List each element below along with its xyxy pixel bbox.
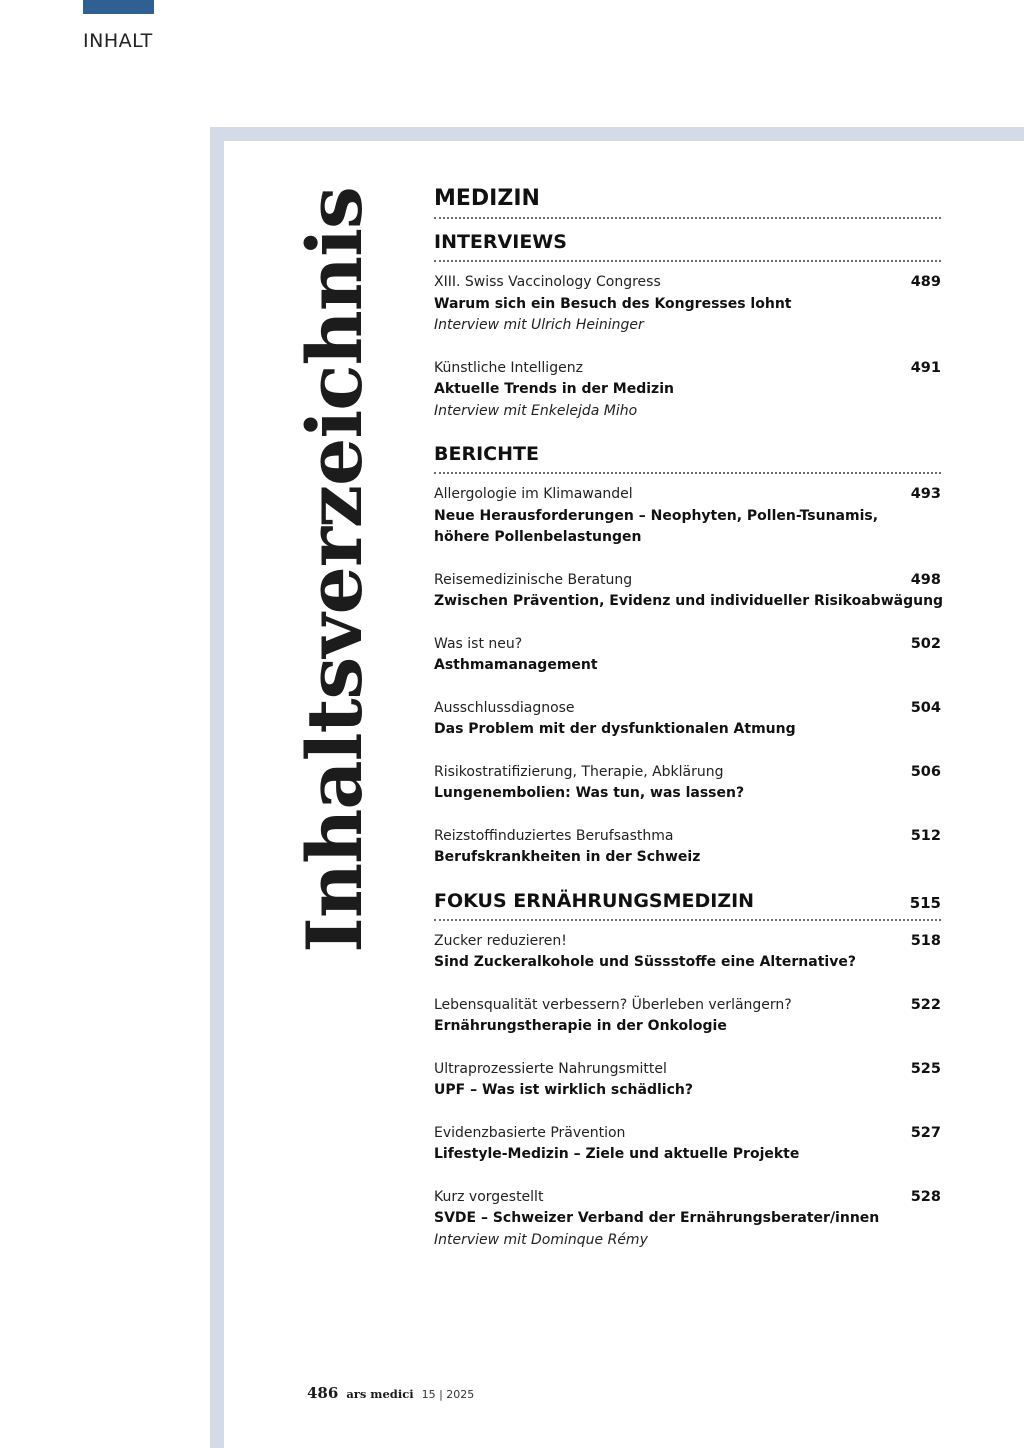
entry-title: Aktuelle Trends in der Medizin (434, 381, 674, 397)
entry-page: 489 (910, 274, 941, 290)
entry-page: 527 (910, 1124, 941, 1141)
entry-title-line2: höhere Pollenbelastungen (434, 529, 642, 545)
entry-title: Asthmamanagement (434, 657, 598, 673)
entry-title: Berufskrankheiten in der Schweiz (434, 849, 701, 865)
entry-page: 506 (910, 763, 941, 780)
toc-entry[interactable] (434, 1059, 941, 1102)
entry-kicker: Kurz vorgestellt (434, 1188, 544, 1205)
entry-kicker: Lebensqualität verbessern? Überleben verlängern? (434, 996, 792, 1013)
entry-kicker: Allergologie im Klimawandel (434, 486, 633, 502)
toc-entry[interactable] (434, 995, 941, 1038)
entry-page: 522 (910, 996, 941, 1013)
toc-entry[interactable] (434, 826, 941, 869)
entry-kicker: Reisemedizinische Beratung (434, 571, 633, 588)
page-footer (307, 1384, 474, 1402)
entry-kicker: Ausschlussdiagnose (434, 699, 575, 716)
section-heading-berichte: BERICHTE (434, 443, 941, 474)
toc-entry[interactable] (434, 570, 944, 613)
entry-title: Lifestyle-Medizin – Ziele und aktuelle Projekte (434, 1146, 800, 1162)
entry-title: Neue Herausforderungen – Neophyten, Pollen-Tsunamis, (434, 507, 879, 524)
entry-page: 518 (910, 932, 941, 949)
entry-title: Ernährungstherapie in der Onkologie (434, 1018, 727, 1034)
entry-page: 493 (910, 486, 941, 502)
entry-page: 502 (910, 635, 941, 652)
section-heading-medizin: MEDIZIN (434, 186, 941, 219)
entry-title: Zwischen Prävention, Evidenz und individueller Risikoabwägung (434, 593, 944, 609)
toc-entry[interactable] (434, 634, 941, 677)
toc-entry[interactable] (434, 762, 941, 805)
entry-page: 528 (910, 1188, 941, 1205)
entry-kicker: Evidenzbasierte Prävention (434, 1124, 626, 1141)
frame-left-border (210, 127, 224, 1448)
entry-kicker: Reizstoffinduziertes Berufsasthma (434, 827, 674, 844)
entry-kicker: Zucker reduzieren! (434, 932, 567, 949)
entry-title: Lungenembolien: Was tun, was lassen? (434, 785, 745, 801)
entry-title: UPF – Was ist wirklich schädlich? (434, 1082, 693, 1098)
entry-kicker: Risikostratifizierung, Therapie, Abklärung (434, 763, 724, 780)
section-heading-interviews: INTERVIEWS (434, 231, 941, 262)
entry-page: 491 (910, 359, 941, 376)
entry-kicker: Was ist neu? (434, 635, 523, 652)
frame-top-border (210, 127, 1024, 141)
entry-page: 512 (910, 827, 941, 844)
table-of-contents (434, 186, 944, 1272)
toc-entry[interactable] (434, 358, 941, 423)
entry-subtitle: Interview mit Dominque Rémy (434, 1231, 648, 1248)
section-tag: INHALT (83, 30, 153, 52)
footer-issue: 15 | 2025 (421, 1388, 475, 1401)
entry-kicker: Ultraprozessierte Nahrungsmittel (434, 1060, 667, 1077)
entry-title: Das Problem mit der dysfunktionalen Atmung (434, 721, 796, 737)
entry-title: Sind Zuckeralkohole und Süssstoffe eine Alternative? (434, 954, 856, 970)
toc-entry[interactable] (434, 484, 941, 549)
section-page: 515 (909, 893, 941, 912)
entry-kicker: XIII. Swiss Vaccinology Congress (434, 274, 661, 290)
accent-bar (83, 0, 154, 14)
toc-entry[interactable] (434, 1187, 941, 1252)
toc-entry[interactable] (434, 1123, 941, 1166)
toc-entry[interactable] (434, 931, 941, 974)
toc-entry[interactable] (434, 698, 941, 741)
vertical-page-title: Inhaltsverzeichnis (290, 187, 379, 953)
entry-page: 504 (910, 699, 941, 716)
section-heading-fokus: FOKUS ERNÄHRUNGSMEDIZIN 515 (434, 890, 941, 921)
footer-page-number: 486 (307, 1384, 339, 1402)
toc-entry[interactable] (434, 272, 941, 337)
entry-title: Warum sich ein Besuch des Kongresses lohnt (434, 295, 792, 312)
entry-subtitle: Interview mit Ulrich Heininger (434, 317, 644, 333)
entry-page: 498 (910, 571, 941, 588)
entry-kicker: Künstliche Intelligenz (434, 359, 583, 376)
footer-magazine-name: ars medici (346, 1387, 414, 1401)
entry-title: SVDE – Schweizer Verband der Ernährungsberater/innen (434, 1210, 880, 1226)
entry-subtitle: Interview mit Enkelejda Miho (434, 402, 638, 419)
entry-page: 525 (910, 1060, 941, 1077)
